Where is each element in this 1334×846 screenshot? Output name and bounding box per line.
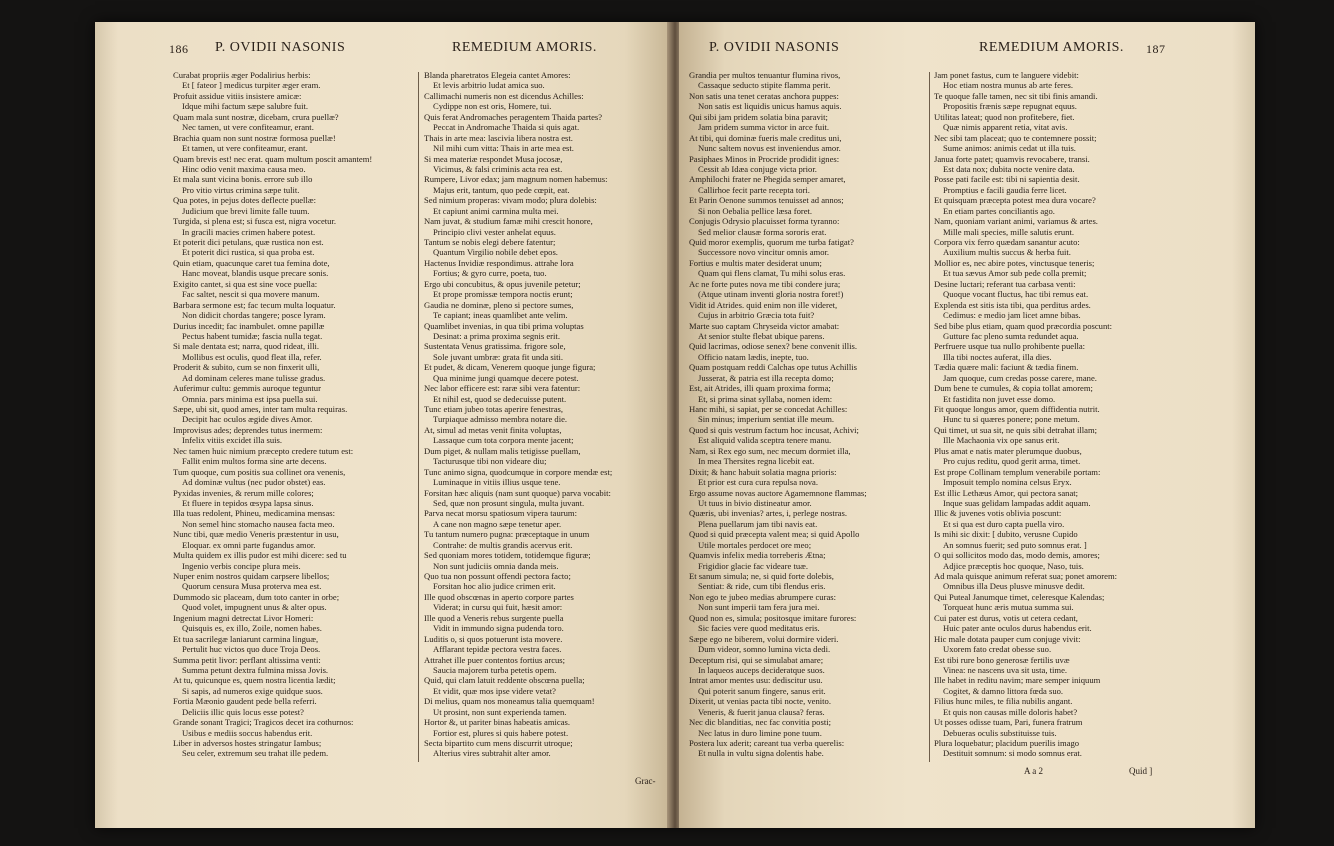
verse-line: Cujus in arbitrio Græcia tota fuit? — [698, 310, 815, 321]
verse-line: In gracili macies crimen habere potest. — [182, 226, 316, 237]
left-head-title: P. OVIDII NASONIS — [215, 40, 346, 55]
verse-line: Hanc mihi, si sapiat, per se concedat Achilles: — [689, 404, 848, 414]
verse-line: Propositis frænis sæpe repugnat equus. — [943, 101, 1077, 112]
verse-line: Successore novo vincitur omnis amor. — [698, 247, 830, 258]
verse-line: Quamvis infelix media torreberis Ætna; — [689, 550, 826, 561]
verse-line: Quisquis es, ex illo, Zoile, nomen habes. — [182, 623, 322, 634]
verse-line: Nunc saltem novus est inveniendus amor. — [698, 143, 841, 154]
verse-line: Sic facies vere quod meditatus eris. — [698, 623, 820, 634]
verse-line: Amphilochi frater ne Phegida semper amaret, — [689, 174, 846, 185]
verse-line: Hanc moveat, blandis usque precare sonis. — [182, 268, 329, 279]
verse-line: Majus erit, tantum, quo pede cœpit, eat. — [433, 184, 570, 195]
verse-line: Cassaque seducto stipite flamma perit. — [698, 80, 831, 91]
verse-line: Dum videor, somno lumina victa dedi. — [698, 644, 831, 655]
verse-line: Cessit ab Idæa conjuge victa prior. — [698, 163, 817, 174]
verse-line: Exigito cantet, si qua est sine voce puella: — [173, 278, 318, 289]
verse-line: Usibus e mediis soccus habendus erit. — [182, 727, 313, 738]
verse-line: Uxorem fato credat obesse suo. — [943, 644, 1052, 655]
verse-line: Quæris, ubi invenias? artes, i, perlege nostras. — [689, 508, 847, 519]
verse-line: Si mea materiæ respondet Musa jocosæ, — [424, 153, 563, 164]
verse-line: Tacturusque tibi non videare diu; — [433, 456, 547, 467]
verse-line: Ille Machaonia vix ope sanus erit. — [943, 435, 1060, 446]
verse-line: Illa tuas redolent, Phineu, medicamina mensas: — [173, 508, 336, 519]
verse-line: Omnia. pars minima est ipsa puella sui. — [182, 393, 318, 404]
verse-line: Janua forte patet; quamvis revocabere, transi. — [934, 153, 1090, 164]
verse-line: (Atque utinam inventi gloria nostra foret!) — [698, 289, 844, 300]
verse-line: Debueras oculis substituisse tuis. — [943, 727, 1057, 738]
verse-line: Frigidior glacie fac videare tuæ. — [698, 560, 809, 571]
verse-line: Et quisquam præcepta potest mea dura vocare? — [934, 195, 1096, 206]
verse-line: Quam postquam reddi Calchas ope tutus Achillis — [689, 362, 858, 373]
verse-line: Huic pater ante oculos durus habendus erit. — [943, 623, 1092, 634]
verse-line: Et mala sunt vicina bonis. errore sub illo — [173, 174, 313, 185]
verse-line: Rumpere, Livor edax; jam magnum nomen habemus: — [424, 174, 608, 185]
verse-line: Nec sibi tam placeat; quo te contemnere possit; — [934, 132, 1097, 143]
verse-line: At, simul ad metas venit finita voluptas, — [424, 424, 562, 435]
verse-line: Brachia quam non sunt nostræ formosa puellæ! — [173, 132, 336, 143]
left-catchword: Grac- — [635, 776, 656, 786]
verse-line: Dixerit, ut venias pacta tibi nocte, venito. — [689, 696, 831, 707]
verse-line: Sustentata Venus gratissima. frigore sole, — [424, 341, 566, 352]
verse-line: Plus amat e natis mater plerumque duobus, — [934, 445, 1082, 456]
verse-line: Pro vitio virtus crimina sæpe tulit. — [182, 184, 300, 195]
verse-line: Grande sonant Tragici; Tragicos decet ira cothurnos: — [173, 717, 354, 728]
verse-line: Forsitan hæc aliquis (nam sunt quoque) parva vocabit: — [424, 487, 611, 498]
verse-line: Infelix vitiis excidet illa suis. — [182, 435, 283, 446]
verse-line: Quantum Virgilio nobile debet epos. — [433, 247, 558, 258]
verse-line: Jam pridem summa victor in arce fuit. — [698, 122, 830, 133]
verse-line: Deceptum risi, qui se simulabat amare; — [689, 654, 824, 665]
verse-line: Nam, si Rex ego sum, nec mecum dormiet illa, — [689, 445, 851, 456]
verse-line: Non didicit chordas tangere; posce lyram. — [182, 310, 326, 321]
verse-line: Fallit enim multos forma sine arte decens. — [182, 456, 327, 467]
verse-line: Qua potes, in pejus dotes deflecte puellæ: — [173, 195, 316, 206]
verse-line: Quod non es, simula; positosque imitare furores: — [689, 612, 857, 623]
verse-line: Ille habet in reditu navim; mare semper iniquum — [934, 675, 1101, 686]
verse-line: Summa petunt dextra fulmina missa Jovis. — [182, 664, 329, 675]
verse-line: Perfruere usque tua nullo prohibente puella: — [934, 341, 1086, 352]
verse-line: Si non Oebalia pellice læsa foret. — [698, 205, 813, 216]
left-running-head — [95, 40, 671, 62]
verse-line: Contrahe: de multis grandis acervus erit. — [433, 539, 573, 550]
verse-line: Et prior est cura cura repulsa nova. — [698, 477, 819, 488]
verse-line: Sed nimium properas: vivam modo; plura dolebis: — [424, 195, 597, 206]
verse-line: Veneris, & fuerit janua clausa? feras. — [698, 706, 825, 717]
right-page — [679, 22, 1255, 828]
verse-line: Nunc tibi, quæ medio Veneris præstentur in usu, — [173, 529, 339, 540]
verse-line: Sæpe ego ne biberem, volui dormire videri. — [689, 633, 839, 644]
verse-line: Torqueat hunc æris mutua summa sui. — [943, 602, 1074, 613]
verse-line: Et levis arbitrio ludat amica suo. — [433, 80, 545, 91]
verse-line: Utilitas lateat; quod non profitebere, fiet. — [934, 111, 1075, 122]
verse-line: Non semel hinc stomacho nausea facta meo. — [182, 518, 335, 529]
right-column-1 — [689, 70, 929, 759]
verse-line: Quis ferat Andromaches peragentem Thaida partes? — [424, 111, 603, 122]
verse-line: Is mihi sic dixit: [ dubito, verusne Cupido — [934, 529, 1078, 540]
verse-line: Turpiaque admisso membra notare die. — [433, 414, 568, 425]
verse-line: Thais in arte mea: lascivia libera nostra est. — [424, 132, 573, 143]
verse-line: Fit quoque longus amor, quem diffidentia nutrit. — [934, 404, 1100, 414]
left-page-number: 186 — [169, 42, 189, 56]
verse-line: Et capiunt animi carmina multa mei. — [433, 205, 559, 216]
verse-line: Quod si quid præcepta valent mea; si quid Apollo — [689, 529, 860, 540]
verse-line: Tum quoque, cum positis sua collinet ora venenis, — [173, 466, 346, 477]
verse-line: Eloquar. ex omni parte fugandus amor. — [182, 539, 316, 550]
right-running-head — [679, 40, 1255, 62]
left-column-1 — [173, 70, 413, 759]
verse-line: Sæpe, ubi sit, quod ames, inter tam multa requiras. — [173, 404, 348, 414]
right-head-title: P. OVIDII NASONIS — [709, 40, 840, 55]
verse-line: Attrahet ille puer contentos fortius arcus; — [424, 654, 566, 665]
verse-line: Callimachi numeris non est dicendus Achilles: — [424, 90, 584, 101]
verse-line: Fortius e multis mater desiderat unum; — [689, 257, 822, 268]
verse-line: Tunc etiam jubeo totas aperire fenestras, — [424, 404, 564, 414]
verse-line: Non sunt imperii tam fera jura mei. — [698, 602, 820, 613]
verse-line: Vinea: ne nascens uva sit usta, time. — [943, 664, 1068, 675]
verse-line: Fac saltet, nescit si qua movere manum. — [182, 289, 320, 300]
verse-line: Dum piget, & nullam malis tetigisse puellam, — [424, 445, 581, 456]
verse-line: Luditis o, si quos potuerunt ista movere. — [424, 633, 563, 644]
verse-line: Explenda est sitis ista tibi, qua perditus ardes. — [934, 299, 1091, 310]
verse-line: Ut prosint, non sunt experienda tamen. — [433, 706, 567, 717]
verse-line: Fortius; & gyro curre, poeta, tuo. — [433, 268, 547, 279]
verse-line: En etiam partes conciliantis ago. — [943, 205, 1055, 216]
verse-line: Si sapis, ad numeros exige quidque suos. — [182, 685, 323, 696]
verse-line: Quod si quis vestrum factum hoc incusat, Achivi; — [689, 424, 859, 435]
verse-line: Seu celer, extremum seu trahat ille pedem. — [182, 748, 329, 759]
verse-line: Pectus habent tumidæ; fascia nulla tegat. — [182, 330, 323, 341]
verse-line: Desine luctari; referant tua carbasa venti: — [934, 278, 1076, 289]
verse-line: Qui timet, ut sua sit, ne quis sibi detrahat illam; — [934, 424, 1098, 435]
verse-line: Vicimus, & falsi criminis acta rea est. — [433, 163, 563, 174]
book-spread — [95, 22, 1255, 828]
verse-line: Durius incedit; fac inambulet. omne papillæ — [173, 320, 325, 331]
verse-line: Jusserat, & patria est illa recepta domo; — [698, 372, 834, 383]
verse-line: Ergo ubi concubitus, & opus juvenile petetur; — [424, 278, 581, 289]
column-rule — [418, 72, 419, 762]
verse-line: Sed, quæ non prosunt singula, multa juvant. — [433, 497, 585, 508]
verse-line: Pro cujus reditu, quod gerit arma, timet. — [943, 456, 1081, 467]
verse-line: Et tamen, ut vere confiteamur, erant. — [182, 143, 308, 154]
verse-line: Et sanum simula; ne, si quid forte dolebis, — [689, 571, 834, 581]
verse-line: Et vidit, quæ mos ipse videre vetat? — [433, 685, 556, 696]
verse-line: Nec tamen, ut vere confiteamur, erant. — [182, 122, 314, 133]
verse-line: Curabat propriis æger Podalirius herbis: — [173, 70, 311, 80]
verse-line: Alterius vires subtrahit alter amor. — [433, 748, 551, 759]
verse-line: Secta bipartito cum mens discurrit utroque; — [424, 738, 573, 748]
verse-line: Sed melior clausæ forma sororis erat. — [698, 226, 827, 237]
verse-line: Qui Puteal Janumque timet, celeresque Kalendas; — [934, 591, 1105, 602]
left-head-subtitle: REMEDIUM AMORIS. — [452, 40, 597, 55]
verse-line: Idque mihi factum sæpe salubre fuit. — [182, 101, 309, 112]
verse-line: Est tibi rure bono generosæ fertilis uvæ — [934, 654, 1070, 665]
verse-line: Fortia Mæonio gaudent pede bella referri. — [173, 696, 317, 707]
verse-line: Grandia per multos tenuantur flumina rivos, — [689, 70, 841, 80]
verse-line: Sed bibe plus etiam, quam quod præcordia poscunt: — [934, 320, 1113, 331]
verse-line: Omnibus illa Deus plusve minusve dedit. — [943, 581, 1085, 592]
verse-line: Blanda pharetratos Elegeia cantet Amores: — [424, 70, 571, 80]
verse-line: Te quoque falle tamen, nec sit tibi finis amandi. — [934, 90, 1098, 101]
verse-line: Profuit assidue vitiis insistere amicæ: — [173, 90, 302, 101]
verse-line: Postera lux aderit; careant tua verba querelis: — [689, 738, 845, 748]
verse-line: Quid moror exemplis, quorum me turba fatigat? — [689, 237, 854, 247]
verse-line: Et fluere in tepidos œsypa lapsa sinus. — [182, 497, 314, 508]
verse-line: Qui poterit sanum fingere, sanus erit. — [698, 685, 826, 696]
verse-line: Ad dominam celeres mane tulisse gradus. — [182, 372, 326, 383]
verse-line: Non ego te jubeo medias abrumpere curas: — [689, 591, 836, 602]
verse-line: At tibi, qui dominæ fueris male creditus uni, — [689, 132, 842, 143]
verse-line: Et si qua est duro capta puella viro. — [943, 518, 1065, 529]
verse-line: Luminaque in vitiis illius usque tene. — [433, 477, 561, 488]
verse-line: Gutture fac pleno sumta redundet aqua. — [943, 330, 1079, 341]
verse-line: At tu, quicunque es, quem nostra licentia lædit; — [173, 675, 336, 686]
verse-line: Hinc odio venit maxima causa meo. — [182, 163, 306, 174]
verse-line: Deliciis illic quis locus esse potest? — [182, 706, 304, 717]
verse-line: Judicium que brevi limite falle tuum. — [182, 205, 310, 216]
verse-line: Parva necat morsu spatiosum vipera taurum: — [424, 508, 577, 519]
left-column-2 — [424, 70, 664, 759]
verse-line: Mollibus est oculis, quod fleat illa, refer. — [182, 351, 322, 362]
verse-line: Et nihil est, quod se dedecuisse putent. — [433, 393, 567, 404]
verse-line: Conjugis Odrysio placuisset forma tyranno: — [689, 216, 840, 227]
verse-line: Lassaque cum tota corpora mente jacent; — [433, 435, 574, 446]
verse-line: Auxilium multis succus & herba fuit. — [943, 247, 1071, 258]
verse-line: Quod volet, impugnent unus & alter opus. — [182, 602, 327, 613]
verse-line: Sentiat: & ride, cum tibi flendus eris. — [698, 581, 826, 592]
verse-line: Principio clivi vester anhelat equus. — [433, 226, 556, 237]
verse-line: Destituit somnum: si modo somnus erat. — [943, 748, 1082, 759]
verse-line: Cui pater est durus, votis ut cetera cedant, — [934, 612, 1078, 623]
verse-line: Promptius e facili gaudia ferre licet. — [943, 184, 1067, 195]
column-rule — [929, 72, 930, 762]
verse-line: Quam qui flens clamat, Tu mihi solus eras. — [698, 268, 846, 279]
verse-line: Nam, quoniam variant animi, variamus & artes. — [934, 216, 1098, 227]
verse-line: Improvisus ades; deprendes tutus inermem: — [173, 424, 323, 435]
verse-line: Sole juvant umbræ: grata fit unda siti. — [433, 351, 564, 362]
verse-line: Quid lacrimas, odiose senex? bene convenit illis. — [689, 341, 858, 352]
verse-line: Hoc etiam nostra munus ab arte feres. — [943, 80, 1074, 91]
verse-line: Summa petit livor: perflant altissima venti: — [173, 654, 321, 665]
verse-line: Forsitan hoc alio judice crimen erit. — [433, 581, 556, 592]
verse-line: Officio natam lædis, inepte, tuo. — [698, 351, 809, 362]
verse-line: Non satis est liquidis unicus hamus aquis. — [698, 101, 842, 112]
verse-line: Desinat: a prima proxima segnis erit. — [433, 330, 560, 341]
verse-line: Illa tibi noctes auferat, illa dies. — [943, 351, 1052, 362]
verse-line: Intrat amor mentes usu: dediscitur usu. — [689, 675, 823, 686]
verse-line: Hactenus Invidiæ respondimus. attrahe lora — [424, 257, 574, 268]
verse-line: Non sunt judiciis omnia danda meis. — [433, 560, 559, 571]
verse-line: Adjice præceptis hoc quoque, Naso, tuis. — [943, 560, 1084, 571]
verse-line: Quin etiam, quacunque caret tua femina dote, — [173, 257, 330, 268]
verse-line: Jam ponet fastus, cum te languere videbit: — [934, 70, 1079, 80]
verse-line: Et fastidita non juvet esse domo. — [943, 393, 1056, 404]
verse-line: Nil mihi cum vitta: Thais in arte mea est. — [433, 143, 574, 154]
verse-line: Et nulla in vultu signa dolentis habe. — [698, 748, 824, 759]
verse-line: Corpora vix ferro quædam sanantur acuto: — [934, 237, 1080, 247]
verse-line: Ad mala quisque animum referat sua; ponet amorem: — [934, 571, 1118, 581]
signature-mark: A a 2 — [1024, 766, 1043, 776]
verse-line: Est, ait Atrides, illi quam proxima forma; — [689, 383, 831, 394]
verse-line: Qua minime jungi quamque decere potest. — [433, 372, 579, 383]
verse-line: Decipit hac oculos ægide dives Amor. — [182, 414, 313, 425]
verse-line: Et [ fateor ] medicus turpiter æger eram. — [182, 80, 321, 91]
verse-line: Pasiphaes Minos in Procride prodidit ignes: — [689, 153, 840, 164]
verse-line: Nec tamen huic nimium præcepto credere tutum est: — [173, 445, 354, 456]
verse-line: Non satis una tenet ceratas anchora puppes: — [689, 90, 839, 101]
verse-line: Qui sibi jam pridem solatia bina paravit; — [689, 111, 828, 122]
verse-line: Turgida, si plena est; si fusca est, nigra vocetur. — [173, 216, 337, 227]
verse-line: Ut posses odisse tuam, Pari, funera fratrum — [934, 717, 1083, 728]
verse-line: Viderat; in cursu qui fuit, hæsit amor: — [433, 602, 563, 613]
verse-line: Tunc animo signa, quodcumque in corpore mendæ est; — [424, 466, 613, 477]
verse-line: Pertulit huc victos quo duce Troja Deos. — [182, 644, 321, 655]
verse-line: Hic male dotata pauper cum conjuge vivit: — [934, 633, 1081, 644]
verse-line: Plena puellarum jam tibi navis eat. — [698, 518, 818, 529]
verse-line: Filius hunc miles, te filia nubilis angant. — [934, 696, 1073, 707]
verse-line: Quam brevis est! nec erat. quam multum poscit amantem! — [173, 153, 373, 164]
verse-line: Ille quod a Veneris rebus surgente puella — [424, 612, 564, 623]
verse-line: Multa quidem ex illis pudor est mihi dicere: sed tu — [173, 550, 347, 561]
verse-line: Tu tantum numero pugna: præceptaque in unum — [424, 529, 590, 540]
verse-line: Fortior est, plures si quis habere potest. — [433, 727, 569, 738]
verse-line: A cane non magno sæpe tenetur aper. — [433, 518, 562, 529]
verse-line: Callirhoe fecit parte recepta tori. — [698, 184, 810, 195]
verse-line: Marte suo captam Chryseida victor amabat: — [689, 320, 840, 331]
verse-line: Quam mala sunt nostræ, dicebam, crura puellæ? — [173, 111, 339, 122]
right-head-subtitle: REMEDIUM AMORIS. — [979, 40, 1124, 55]
verse-line: Dum bene te cumules, & copia tollat amorem; — [934, 383, 1093, 394]
verse-line: Vidit in immundo signa pudenda toro. — [433, 623, 564, 634]
verse-line: Mollior es, nec abire potes, vinctusque teneris; — [934, 257, 1095, 268]
verse-line: Ad dominæ vultus (nec pudor obstet) eas. — [182, 477, 326, 488]
verse-line: Di melius, quam nos moneamus talia quemquam! — [424, 696, 595, 707]
verse-line: Imposuit templo nomina celsus Eryx. — [943, 477, 1072, 488]
verse-line: Sume animos: animis cedat ut illa tuis. — [943, 143, 1076, 154]
left-page — [95, 22, 671, 828]
verse-line: Quid, qui clam latuit reddente obscœna puella; — [424, 675, 585, 686]
verse-line: In laqueos auceps decideratque suos. — [698, 664, 825, 675]
verse-line: Inque suas gelidam lampadas addit aquam. — [943, 497, 1091, 508]
verse-line: Ergo assume novas auctore Agamemnone flammas; — [689, 487, 867, 498]
verse-line: Si male dentata est; narra, quod rideat, illi. — [173, 341, 320, 352]
verse-line: Est illic Lethæus Amor, qui pectora sanat; — [934, 487, 1079, 498]
verse-line: Illic & juvenes votis oblivia poscunt: — [934, 508, 1062, 519]
verse-line: Sed quoniam mores totidem, totidemque figuræ; — [424, 550, 591, 561]
verse-line: Plura loquebatur; placidum puerilis imago — [934, 738, 1080, 748]
right-page-number: 187 — [1146, 42, 1166, 56]
verse-line: In mea Thersites regna licebit eat. — [698, 456, 815, 467]
verse-line: Et poterit dici rustica, si qua proba est. — [182, 247, 315, 258]
verse-line: Et tua sævus Amor sub pede colla premit; — [943, 268, 1087, 279]
verse-line: Quoque vocant fluctus, hac tibi remus eat. — [943, 289, 1089, 300]
right-catchword: Quid ] — [1129, 766, 1153, 776]
verse-line: Et poterit dici petulans, quæ rustica non est. — [173, 237, 324, 247]
verse-line: Et quis non causas mille doloris habet? — [943, 706, 1078, 717]
verse-line: Hunc tu si quæres ponere; pone metum. — [943, 414, 1080, 425]
verse-line: Cydippe non est oris, Homere, tui. — [433, 101, 552, 112]
verse-line: Nec latus in duro limine pone tuum. — [698, 727, 822, 738]
verse-line: Proderit & subito, cum se non finxerit ulli, — [173, 362, 320, 373]
verse-line: Te capiant; ineas quamlibet ante velim. — [433, 310, 568, 321]
verse-line: Et Parin Oenone summos tenuisset ad annos; — [689, 195, 844, 206]
verse-line: Cedimus: e medio jam licet amne bibas. — [943, 310, 1081, 321]
verse-line: Posse pati facile est: tibi ni sapientia desit. — [934, 174, 1080, 185]
verse-line: Ingenium magni detrectat Livor Homeri: — [173, 612, 314, 623]
verse-line: Et pudet, & dicam, Venerem quoque junge figura; — [424, 362, 596, 373]
verse-line: Quorum censura Musa proterva mea est. — [182, 581, 322, 592]
verse-line: Peccat in Andromache Thaida si quis agat. — [433, 122, 580, 133]
verse-line: Barbara sermone est; fac tecum multa loquatur. — [173, 299, 336, 310]
verse-line: Et, si prima sinat syllaba, nomen idem: — [698, 393, 833, 404]
verse-line: Liber in adversos hostes stringatur Iambus; — [173, 738, 322, 748]
verse-line: Quæ nimis apparent retia, vitat avis. — [943, 122, 1068, 133]
verse-line: Est data nox; dubita nocte venire data. — [943, 163, 1075, 174]
verse-line: Et tua sacrilegæ laniarunt carmina linguæ, — [173, 633, 319, 644]
verse-line: Nam juvat, & studium famæ mihi crescit honore, — [424, 216, 593, 227]
verse-line: Et prope promissæ tempora noctis erunt; — [433, 289, 573, 300]
right-column-2 — [934, 70, 1174, 759]
verse-line: Dixit; & hanc habuit solatia magna prioris: — [689, 466, 837, 477]
verse-line: Jam quoque, cum credas posse carere, mane. — [943, 372, 1097, 383]
verse-line: Mille mali species, mille salutis erunt. — [943, 226, 1075, 237]
verse-line: Tantum se nobis elegi debere fatentur; — [424, 237, 556, 247]
verse-line: Dummodo sic placeam, dum toto canter in orbe; — [173, 591, 340, 602]
verse-line: Nec dic blanditias, nec fac convitia posti; — [689, 717, 831, 728]
verse-line: Nec labor efficere est: raræ sibi vera fatentur: — [424, 383, 581, 394]
verse-line: Nuper enim nostros quidam carpsere libellos; — [173, 571, 330, 581]
verse-line: Quo tua non possunt offendi pectora facto; — [424, 571, 571, 581]
verse-line: Vidit id Atrides. quid enim non ille videret, — [689, 299, 838, 310]
verse-line: Pyxidas invenies, & rerum mille colores; — [173, 487, 314, 498]
verse-line: At senior stulte flebat ubique parens. — [698, 330, 825, 341]
verse-line: Utile mortales perdocet ore meo; — [698, 539, 812, 550]
verse-line: Auferimur cultu: gemmis auroque teguntur — [173, 383, 321, 394]
verse-line: O qui sollicitos modo das, modo demis, amores; — [934, 550, 1100, 561]
verse-line: Hortor &, ut pariter binas habeatis amicas. — [424, 717, 571, 728]
verse-line: Sin minus; imperium sentiat ille meum. — [698, 414, 835, 425]
verse-line: Est prope Collinam templum venerabile portam: — [934, 466, 1101, 477]
verse-line: Est aliquid valida sceptra tenere manu. — [698, 435, 832, 446]
verse-line: Ingenio verbis concipe plura meis. — [182, 560, 301, 571]
verse-line: Quamlibet invenias, in qua tibi prima voluptas — [424, 320, 584, 331]
verse-line: Saucia majorem turba petetis opem. — [433, 664, 557, 675]
verse-line: Ille quod obscœnas in aperto corpore partes — [424, 591, 574, 602]
verse-line: Ac ne forte putes nova me tibi condere jura; — [689, 278, 841, 289]
verse-line: Gaudia ne dominæ, pleno si pectore sumes, — [424, 299, 574, 310]
verse-line: Cogitet, & damno littora fœda suo. — [943, 685, 1064, 696]
verse-line: Tædia quære mali: faciunt & tædia finem. — [934, 362, 1079, 373]
verse-line: Ut tuus in bivio distineatur amor. — [698, 497, 812, 508]
verse-line: Afflarant tepidæ pectora vestra faces. — [433, 644, 562, 655]
verse-line: An somnus fuerit; sed puto somnus erat. ] — [943, 539, 1087, 550]
